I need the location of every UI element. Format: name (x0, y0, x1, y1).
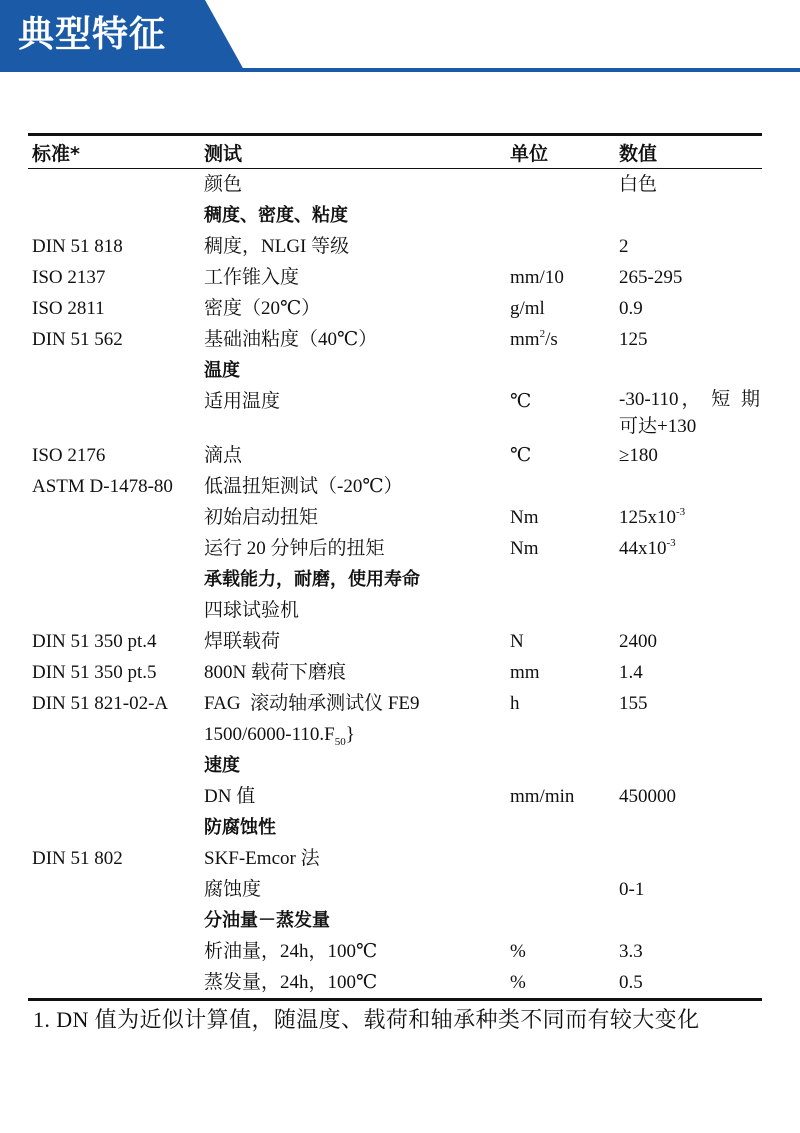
column-header-test: 测试 (204, 143, 243, 165)
cell-test: 焊联载荷 (204, 631, 281, 652)
section-row (28, 812, 762, 843)
cell-standard: DIN 51 562 (32, 329, 123, 350)
cell-test: 颜色 (204, 174, 243, 195)
cell-value: 3.3 (619, 941, 643, 962)
cell-unit: % (510, 972, 526, 993)
section-heading: 稠度、密度、粘度 (204, 205, 348, 226)
cell-test: 蒸发量，24h，100℃ (204, 972, 378, 993)
cell-standard (28, 533, 204, 564)
cell-standard (28, 967, 204, 998)
header-banner (0, 0, 800, 72)
cell-value: 450000 (619, 786, 676, 807)
cell-standard (28, 169, 204, 200)
table-row (28, 533, 762, 564)
cell-unit: ℃ (510, 445, 532, 466)
section-heading: 防腐蚀性 (204, 817, 276, 838)
table-row (28, 595, 762, 626)
cell-unit (510, 169, 619, 200)
cell-test: 低温扭矩测试（-20℃） (204, 476, 403, 497)
cell-unit: mm/min (510, 786, 575, 807)
section-heading: 温度 (204, 360, 240, 381)
cell-unit (510, 471, 619, 502)
cell-value: 0-1 (619, 879, 645, 900)
cell-test: 800N 载荷下磨痕 (204, 662, 346, 683)
cell-test: 基础油粘度（40℃） (204, 329, 378, 350)
cell-unit: h (510, 693, 520, 714)
cell-unit: Nm (510, 507, 539, 528)
cell-value: 1.4 (619, 662, 643, 683)
section-row (28, 355, 762, 386)
cell-value: ≥180 (619, 445, 658, 466)
cell-test: 腐蚀度 (204, 879, 262, 900)
cell-unit (510, 231, 619, 262)
cell-unit (510, 843, 619, 874)
cell-test: 四球试验机 (204, 600, 300, 621)
cell-value: 2400 (619, 631, 657, 652)
section-heading: 承载能力，耐磨，使用寿命 (204, 569, 420, 590)
cell-test: SKF-Emcor 法 (204, 848, 320, 869)
cell-value: 2 (619, 236, 629, 257)
table-row (28, 626, 762, 657)
cell-test: 稠度，NLGI 等级 (204, 236, 350, 257)
cell-test: 工作锥入度 (204, 267, 300, 288)
section-row (28, 564, 762, 595)
table-row (28, 967, 762, 998)
table-header-row (28, 136, 762, 168)
column-header-unit: 单位 (510, 143, 549, 165)
table-row (28, 386, 762, 440)
cell-test: 初始启动扭矩 (204, 507, 319, 528)
table-row (28, 471, 762, 502)
section-heading: 速度 (204, 755, 240, 776)
table-row (28, 781, 762, 812)
cell-test: 运行 20 分钟后的扭矩 (204, 538, 385, 559)
cell-value: 白色 (619, 174, 658, 195)
cell-standard: DIN 51 821-02-A (32, 693, 169, 714)
table-row (28, 874, 762, 905)
cell-unit (510, 595, 619, 626)
cell-test: DN 值 (204, 786, 256, 807)
cell-unit: N (510, 631, 524, 652)
cell-value: 155 (619, 693, 648, 714)
section-row (28, 905, 762, 936)
cell-unit: ℃ (510, 391, 532, 412)
cell-standard: ISO 2176 (32, 445, 106, 466)
cell-value: 0.5 (619, 972, 643, 993)
cell-standard: DIN 51 818 (32, 236, 123, 257)
table-row (28, 688, 762, 750)
footnote: 1. DN 值为近似计算值，随温度、载荷和轴承种类不同而有较大变化 (33, 1007, 700, 1032)
column-header-standard: 标准* (32, 143, 80, 165)
cell-value (619, 471, 762, 502)
cell-standard: ISO 2137 (32, 267, 106, 288)
section-row (28, 200, 762, 231)
cell-test: FAG 滚动轴承测试仪 FE9 $1500/6000-110.F_{50}$} (204, 693, 420, 748)
cell-value: $125x10^{-3}$ (619, 505, 686, 528)
cell-test: 滴点 (204, 445, 243, 466)
cell-value: $44x10^{-3}$ (619, 536, 676, 559)
table-row (28, 169, 762, 200)
cell-standard (28, 502, 204, 533)
cell-value (619, 843, 762, 874)
cell-standard: ASTM D-1478-80 (32, 476, 173, 497)
cell-value: -30-110， 短 期 可达+130 (619, 389, 760, 437)
cell-value: 125 (619, 329, 648, 350)
cell-standard: ISO 2811 (32, 298, 105, 319)
cell-unit: % (510, 941, 526, 962)
table-row (28, 262, 762, 293)
cell-test: 适用温度 (204, 391, 281, 412)
cell-unit: Nm (510, 538, 539, 559)
section-heading: 分油量－蒸发量 (204, 910, 330, 931)
table-row (28, 502, 762, 533)
cell-unit: $mm^2/s$ (510, 327, 558, 350)
cell-value: 265-295 (619, 267, 683, 288)
table-row (28, 657, 762, 688)
cell-test: 析油量，24h，100℃ (204, 941, 378, 962)
properties-table (28, 133, 762, 1001)
cell-unit: mm (510, 662, 540, 683)
cell-unit (510, 874, 619, 905)
cell-unit: g/ml (510, 298, 545, 319)
cell-value: 0.9 (619, 298, 643, 319)
table-row (28, 843, 762, 874)
table-row (28, 231, 762, 262)
cell-standard: DIN 51 350 pt.5 (32, 662, 157, 683)
cell-standard: DIN 51 802 (32, 848, 123, 869)
cell-unit: mm/10 (510, 267, 564, 288)
table-row (28, 936, 762, 967)
section-row (28, 750, 762, 781)
cell-standard (28, 595, 204, 626)
cell-test: 密度（20℃） (204, 298, 321, 319)
page-title: 典型特征 (18, 14, 167, 55)
column-header-value: 数值 (619, 143, 658, 165)
cell-standard: DIN 51 350 pt.4 (32, 631, 157, 652)
cell-standard (28, 936, 204, 967)
cell-standard (28, 781, 204, 812)
table-row (28, 324, 762, 355)
cell-standard (28, 874, 204, 905)
banner-underline (0, 68, 800, 72)
table-bottom-rule (28, 998, 762, 1001)
table-row (28, 440, 762, 471)
table-row (28, 293, 762, 324)
cell-standard (28, 386, 204, 440)
cell-value (619, 595, 762, 626)
